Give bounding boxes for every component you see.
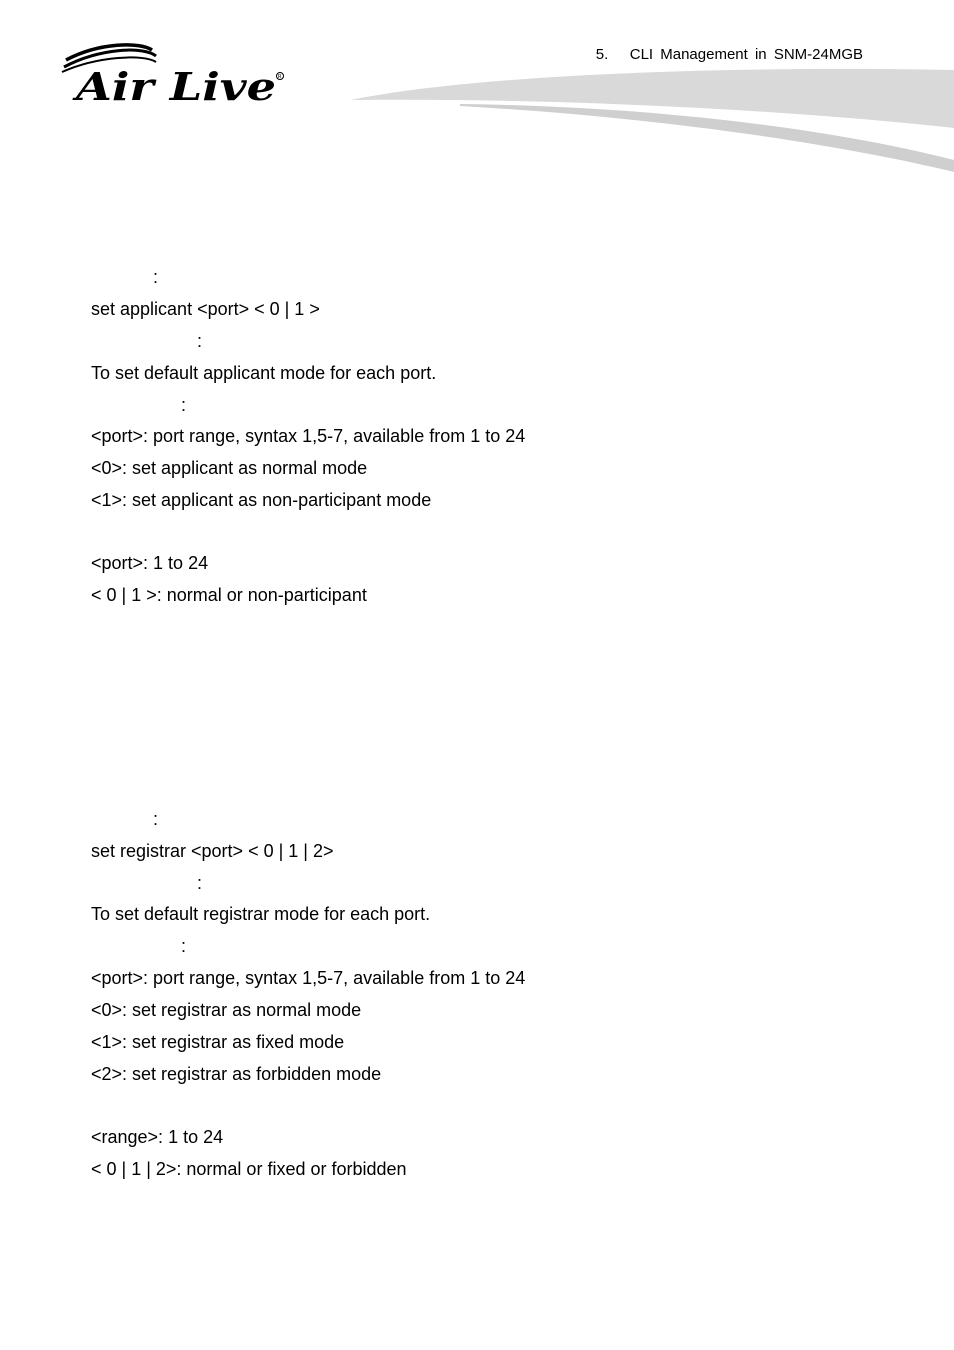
applicant-parameter: <1>: set applicant as non-participant mode <box>91 490 432 510</box>
svg-text:Air Live: Air Live <box>72 64 276 109</box>
registrar-description: To set default registrar mode for each port. <box>91 904 431 924</box>
applicant-description: To set default applicant mode for each port. <box>91 363 437 383</box>
applicant-parameter: <0>: set applicant as normal mode <box>91 458 368 478</box>
svg-text:R: R <box>278 74 282 80</box>
registrar-syntax: set registrar <port> < 0 | 1 | 2> <box>91 841 334 861</box>
applicant-parameter: <port>: port range, syntax 1,5-7, available from 1 to 24 <box>91 426 526 446</box>
syntax-colon: : <box>153 267 159 287</box>
registrar-range: < 0 | 1 | 2>: normal or fixed or forbidden <box>91 1159 407 1179</box>
chapter-title: 5. CLI Management in SNM-24MGB <box>595 46 863 63</box>
applicant-syntax: set applicant <port> < 0 | 1 > <box>91 299 320 319</box>
registrar-range: <range>: 1 to 24 <box>91 1127 224 1147</box>
syntax-colon: : <box>153 809 159 829</box>
applicant-range: <port>: 1 to 24 <box>91 553 209 573</box>
parameter-colon: : <box>181 395 187 415</box>
description-colon: : <box>197 331 203 351</box>
description-colon: : <box>197 873 203 893</box>
registrar-parameter: <2>: set registrar as forbidden mode <box>91 1064 382 1084</box>
applicant-range: < 0 | 1 >: normal or non-participant <box>91 585 367 605</box>
registrar-parameter: <1>: set registrar as fixed mode <box>91 1032 345 1052</box>
registrar-parameter: <port>: port range, syntax 1,5-7, available from 1 to 24 <box>91 968 526 988</box>
header-swoosh-decoration <box>340 60 954 180</box>
airlive-logo <box>60 40 300 110</box>
parameter-colon: : <box>181 936 187 956</box>
registrar-parameter: <0>: set registrar as normal mode <box>91 1000 362 1020</box>
